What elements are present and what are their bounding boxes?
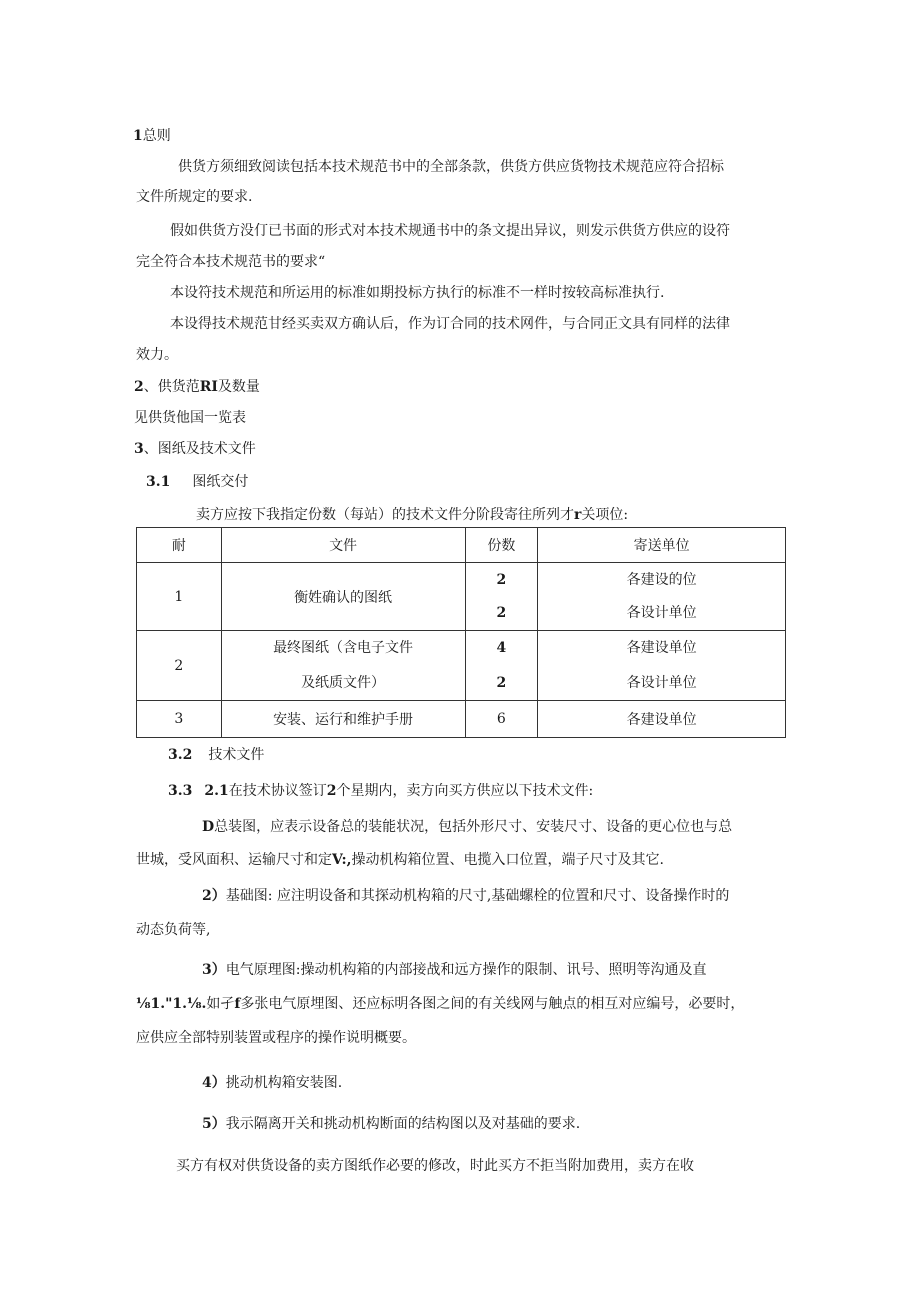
item-4-marker: 4） xyxy=(202,1075,226,1091)
item-3-text: 电气原理图:操动机构箱的内部接战和远方操作的限制、讯号、照明等沟通及直 xyxy=(225,962,707,978)
section-3-2-heading xyxy=(168,745,264,765)
section-3-heading xyxy=(134,439,256,459)
section-2-title-b: RI xyxy=(199,379,218,395)
item-5-line1 xyxy=(202,1114,580,1134)
item-3-line2 xyxy=(136,994,744,1014)
section-2-body: 见供货他国一览表 xyxy=(134,410,246,426)
table-header-row xyxy=(137,528,786,563)
s1-p1-line1: 供货方须细致阅读包括本技术规范书中的全部条款，供货方供应货物技术规范应符合招标 xyxy=(178,159,724,175)
file-line: 及纸质文件） xyxy=(301,674,386,691)
section-3-3-number: 3.3 xyxy=(168,783,193,799)
section-3-number: 3 xyxy=(134,441,144,457)
item-3-line3: 应供应全部特别装置或程序的操作说明概要。 xyxy=(136,1030,416,1046)
section-3-1-number: 3.1 xyxy=(146,474,171,490)
copies-value: 2 xyxy=(496,571,507,588)
row-file xyxy=(221,631,465,701)
table-row xyxy=(137,631,786,701)
section-3-3-heading xyxy=(168,781,593,801)
item-1-line2-b: V:, xyxy=(332,852,352,868)
item-1-line2 xyxy=(136,850,664,870)
item-3-marker: 3） xyxy=(202,962,226,978)
section-3-3-sub: 2.1 xyxy=(204,783,229,799)
row-file: 衡姓确认的图纸 xyxy=(221,563,465,631)
recipient-value: 各设计单位 xyxy=(626,605,697,622)
s33-text-c: 个星期内，卖方向买方供应以下技术文件: xyxy=(336,783,594,799)
s33-text-b: 2 xyxy=(326,783,337,799)
section-3-2-number: 3.2 xyxy=(168,747,193,763)
section-1-title: 总则 xyxy=(142,128,171,144)
header-file: 文件 xyxy=(221,528,465,563)
section-2-title-a: 、供货范 xyxy=(143,379,200,395)
copies-value: 2 xyxy=(496,605,507,622)
section-2-title-c: 及数量 xyxy=(217,379,260,395)
item-5-marker: 5） xyxy=(202,1116,226,1132)
item-1-line1 xyxy=(202,817,732,837)
delivery-table xyxy=(136,527,786,738)
item-2-text: 基础图: 应注明设备和其探动机构箱的尺寸,基础螺栓的位置和尺寸、设备操作时的 xyxy=(225,888,730,904)
table-intro-a: 卖方应按下我指定份数（每站）的技术文件分阶段寄往所列才 xyxy=(196,507,574,523)
header-copies: 份数 xyxy=(465,528,538,563)
row-recipient xyxy=(538,631,786,701)
last-paragraph-line: 买方有权对供货设备的卖方图纸作必要的修改，时此买方不拒当附加费用，卖方在收 xyxy=(176,1158,694,1174)
item-3-line1 xyxy=(202,960,706,980)
s1-p4-line2: 效力。 xyxy=(136,347,178,363)
copies-value: 2 xyxy=(496,674,507,691)
table-row xyxy=(137,701,786,738)
row-copies: 6 xyxy=(465,701,538,738)
section-1-number: 1 xyxy=(133,128,143,144)
s1-p3-line1: 本设符技术规范和所运用的标准如期投标方执行的标准不一样时按较高标准执行. xyxy=(170,285,665,301)
row-copies xyxy=(465,631,538,701)
item-3-line2-b: 如孑 xyxy=(206,996,235,1012)
item-2-marker: 2） xyxy=(202,888,226,904)
row-file: 安装、运行和维护手册 xyxy=(221,701,465,738)
section-3-title: 、图纸及技术文件 xyxy=(143,441,256,457)
s1-p1-line2: 文件所规定的要求. xyxy=(136,189,253,205)
row-no: 3 xyxy=(137,701,222,738)
section-3-1-heading xyxy=(146,472,248,492)
section-3-1-title: 图纸交付 xyxy=(192,474,249,490)
recipient-value: 各建设单位 xyxy=(626,640,697,657)
row-no: 1 xyxy=(137,563,222,631)
item-3-line2-a: ⅛1."1.⅛. xyxy=(136,996,207,1012)
section-3-2-title: 技术文件 xyxy=(208,747,265,763)
header-no: 耐 xyxy=(137,528,222,563)
table-row xyxy=(137,563,786,631)
recipient-value: 各建设的位 xyxy=(626,571,697,588)
row-no: 2 xyxy=(137,631,222,701)
table-intro-c: 关项位: xyxy=(581,507,629,523)
item-1-text: 总装图，应表示设备总的装能状况，包括外形尺寸、安装尺寸、设备的更心位也与总 xyxy=(214,819,733,835)
table-intro-b: r xyxy=(574,507,582,523)
s1-p4-line1: 本设得技术规范甘经买卖双方确认后，作为订合同的技术网件，与合同正文具有同样的法律 xyxy=(170,316,730,332)
item-1-line2-c: 操动机构箱位置、电揽入口位置，端子尺寸及其它. xyxy=(351,852,664,868)
item-3-line2-c: f xyxy=(234,996,241,1012)
s33-text-a: 在技术协议签订 xyxy=(228,783,327,799)
file-line: 最终图纸（含电子文件 xyxy=(273,640,414,657)
item-1-line2-a: 世城，受风面积、运输尺寸和定 xyxy=(136,852,332,868)
item-1-marker: D xyxy=(202,819,215,835)
item-2-line2: 动态负荷等, xyxy=(136,922,211,938)
recipient-value: 各设计单位 xyxy=(626,674,697,691)
copies-value: 4 xyxy=(496,640,507,657)
row-recipient xyxy=(538,563,786,631)
item-2-line1 xyxy=(202,886,729,906)
item-4-text: 挑动机构箱安装图. xyxy=(225,1075,343,1091)
item-3-line2-d: 多张电气原埋图、还应标明各图之间的有关线网与触点的相互对应编号，必要时， xyxy=(240,996,745,1012)
section-2-heading xyxy=(134,377,260,397)
header-recipient: 寄送单位 xyxy=(538,528,786,563)
item-4-line1 xyxy=(202,1073,342,1093)
section-2-number: 2 xyxy=(134,379,144,395)
row-copies xyxy=(465,563,538,631)
s1-p2-line1: 假如供货方没仃已书面的形式对本技术规通书中的条文提出异议，则发示供货方供应的设符 xyxy=(170,223,730,239)
table-intro xyxy=(196,505,628,525)
section-1-heading xyxy=(133,126,171,146)
item-5-text: 我示隔离开关和挑动机构断面的结构图以及对基础的要求. xyxy=(225,1116,581,1132)
row-recipient: 各建设单位 xyxy=(538,701,786,738)
s1-p2-line2: 完全符合本技术规范书的要求“ xyxy=(136,254,326,270)
